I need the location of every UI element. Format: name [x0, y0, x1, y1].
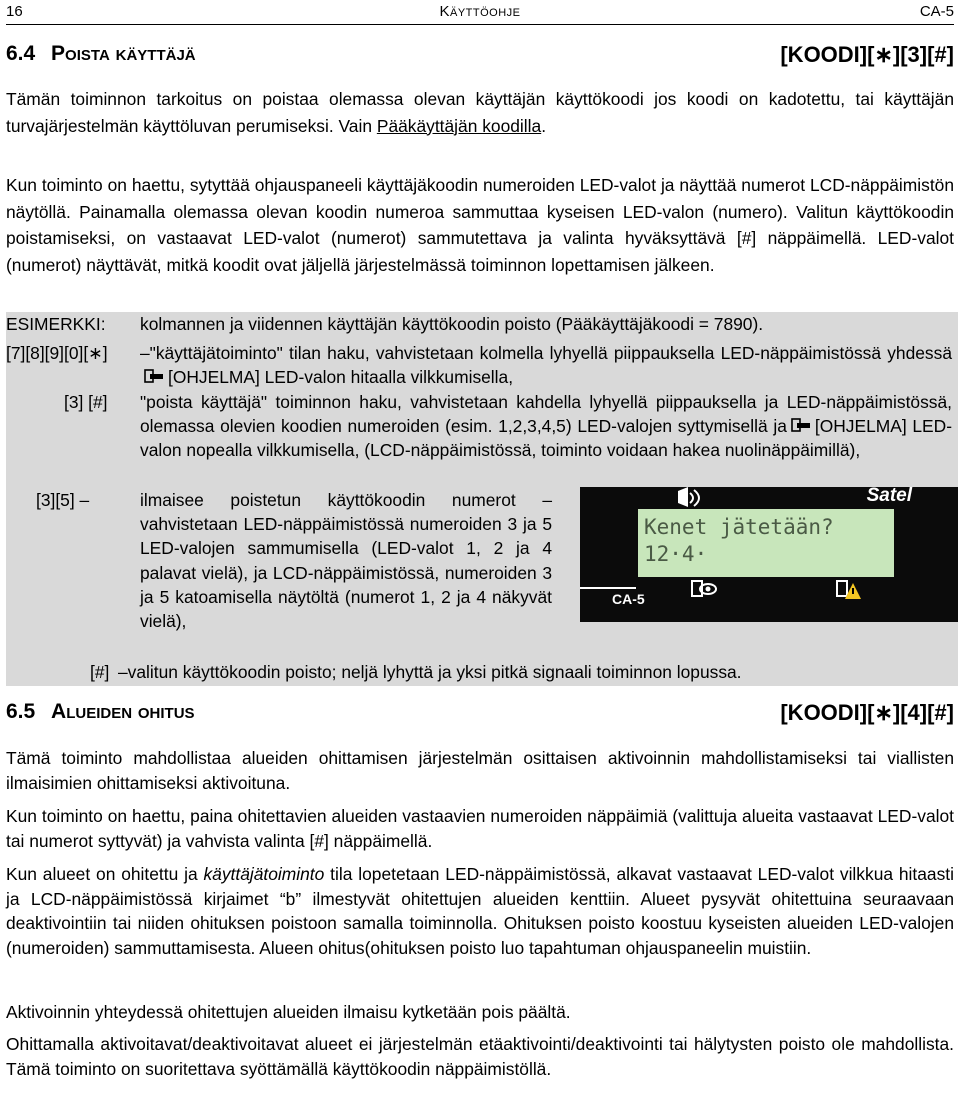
step-text	[140, 390, 952, 463]
step-keys: [3] [#]	[64, 392, 108, 412]
lcd-line-1: Kenet jätetään?	[644, 515, 834, 539]
section-number: 6.5	[6, 700, 36, 723]
section-title: Poista käyttäjä	[51, 42, 196, 65]
paragraph-6-5-intro: Tämä toiminto mahdollistaa alueiden ohittamisen järjestelmän osittaisen aktivoinnin mahdollistamiseksi tai viallisten ilmaisimien ohittamiseksi aktivoituna.	[6, 748, 954, 793]
paragraph-text: .	[541, 115, 547, 136]
lcd-line-2: 12·4·	[644, 542, 708, 566]
example-label: ESIMERKKI:	[6, 314, 106, 334]
lcd-keypad-illustration	[580, 487, 958, 622]
section-key-sequence: [KOODI][∗][4][#]	[780, 700, 954, 725]
program-key-icon	[144, 369, 164, 385]
example-title-text: kolmannen ja viidennen käyttäjän käyttökoodin poisto (Pääkäyttäjäkoodi = 7890).	[140, 314, 764, 334]
paragraph-text: tila lopetetaan LED-näppäimistössä, alkavat vastaavat LED-valot vilkkua hitaasti ja LCD-näppäimistössä kirjaimet “b” ilmestyvät ohitettujen alueiden kenttiin. Alueet pysyvät ohitettuina seuraavaan deaktivointiin tai niiden ohituksen poistoon samalla toiminnolla. Ohituksen poisto koostuu kyseisten alueiden LED-valojen (numeroiden) sammuttamisesta. Alueen ohitus(ohituksen poisto luo tapahtuman ohjauspaneelin muistiin.	[6, 864, 954, 958]
paragraph-6-5-procedure: Kun toiminto on haettu, paina ohitettavien alueiden vastaavien numeroiden näppäimiä (valittuja alueita vastaavat LED-valot tai numerot syttyvät) ja vahvista valinta [#] näppäimellä.	[6, 806, 954, 851]
page-header	[6, 0, 954, 25]
admin-code-link[interactable]: Pääkäyttäjän koodilla	[376, 115, 542, 136]
paragraph-text: Tämän toiminnon tarkoitus on poistaa olemassa olevan käyttäjän käyttökoodi jos koodi on kadotettu, tai käyttäjän turvajärjestelmän käyttöluvan perumiseksi. Vain	[6, 89, 954, 136]
paragraph-6-5-bypass	[6, 862, 954, 960]
header-title: Käyttöohje	[439, 3, 521, 20]
step-text-part: [OHJELMA] LED-valon hitaalla vilkkumisella,	[168, 367, 514, 388]
step-keys: [7][8][9][0][∗]	[6, 343, 108, 363]
step-text-part: –"käyttäjätoiminto" tilan haku, vahvistetaan kolmella lyhyellä piippauksella LED-näppäimistössä yhdessä	[140, 343, 952, 363]
program-led-icon	[690, 579, 718, 599]
section-key-sequence: [KOODI][∗][3][#]	[780, 42, 954, 67]
paragraph-6-5-remote: Ohittamalla aktivoitavat/deaktivoitavat alueet ei järjestelmän etäaktivointi/deaktivointi tai hälytysten poisto ole mahdollista. Tämä toiminto on suoritettava syöttämällä käyttökoodin näppäimistöllä.	[6, 1034, 954, 1079]
step-text: –valitun käyttökoodin poisto; neljä lyhyttä ja yksi pitkä signaali toiminnon lopussa.	[118, 662, 742, 682]
section-heading-6-5	[6, 700, 954, 724]
paragraph-emphasis: käyttäjätoiminto	[203, 864, 325, 884]
step-text-part: [OHJELMA] LED-valon nopealla vilkkumisella, (LCD-näppäimistössä, toiminto voidaan hakea nuolinäppäimillä),	[140, 416, 952, 461]
trouble-led-icon	[835, 579, 863, 603]
lcd-model-label: CA-5	[612, 591, 645, 607]
section-title: Alueiden ohitus	[51, 700, 195, 723]
paragraph-6-4-procedure: Kun toiminto on haettu, sytyttää ohjauspaneeli käyttäjäkoodin numeroiden LED-valot ja näyttää numerot LCD-näppäimistön näytöllä. Painamalla olemassa olevan koodin numeroa sammuttaa kyseisen LED-valon (numero). Valitun käyttökoodin poistamiseksi, on vastaavat LED-valot (numerot) sammutettava ja valinta hyväksyttävä [#] näppäimellä. LED-valot (numerot) näyttävät, mitkä koodit ovat jäljellä järjestelmässä toiminnon lopettamisen jälkeen.	[6, 175, 954, 275]
brand-logo: Satel	[866, 485, 912, 506]
step-text: ilmaisee poistetun käyttökoodin numerot – vahvistetaan LED-näppäimistössä numeroiden 3 ja 5 LED-valojen sammumisella (LED-valot 1, 2 ja 4 palavat vielä), ja LCD-näppäimistössä, numeroiden 3 ja 5 katoamisella näytöltä (numerot 1, 2 ja 4 näkyvät vielä),	[140, 490, 552, 632]
step-text	[140, 341, 952, 389]
step-keys: [3][5] –	[36, 490, 90, 510]
paragraph-6-5-arming: Aktivoinnin yhteydessä ohitettujen alueiden ilmaisu kytketään pois päältä.	[6, 1002, 571, 1022]
header-model: CA-5	[919, 3, 954, 20]
lcd-screen	[638, 509, 894, 577]
section-heading-6-4	[6, 42, 954, 66]
page-number: 16	[6, 3, 23, 20]
step-text-part: "poista käyttäjä" toiminnon haku, vahvistetaan kahdella lyhyellä piippauksella ja LED-näppäimistössä, olemassa olevien koodien numeroiden (esim. 1,2,3,4,5) LED-valojen syttymisellä ja	[140, 392, 952, 437]
program-key-icon	[791, 418, 811, 434]
paragraph-6-4-intro	[6, 86, 954, 139]
section-number: 6.4	[6, 42, 36, 65]
step-keys: [#]	[90, 662, 110, 682]
paragraph-text: Kun alueet on ohitettu ja	[6, 864, 204, 884]
